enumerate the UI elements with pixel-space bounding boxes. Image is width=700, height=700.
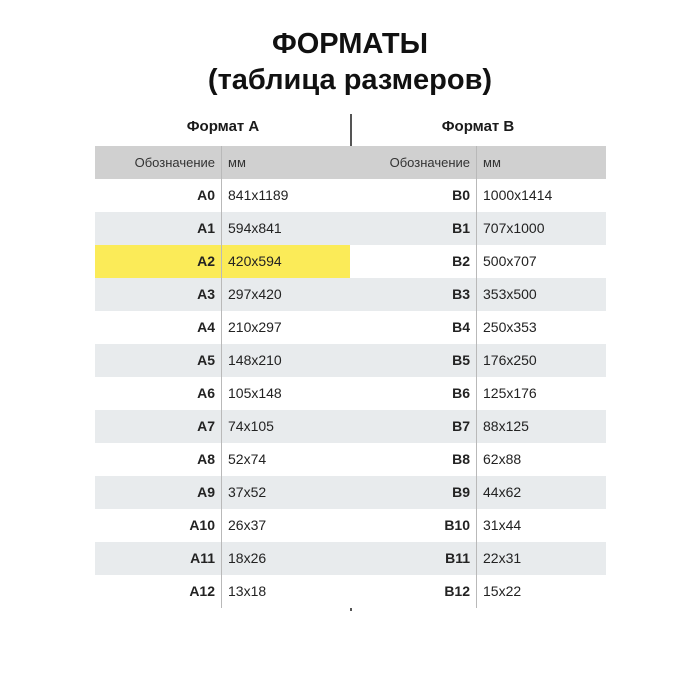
format-name: A7 (95, 410, 222, 443)
table-row (350, 278, 606, 311)
format-name: B10 (350, 509, 477, 542)
format-a-table (95, 112, 351, 608)
format-size: 62x88 (483, 451, 522, 467)
table-row (95, 410, 351, 443)
format-size: 250x353 (483, 319, 537, 335)
table-row (95, 344, 351, 377)
format-name: B2 (350, 245, 477, 278)
table-row (350, 311, 606, 344)
table-header-row (350, 146, 606, 179)
format-name: B11 (350, 542, 477, 575)
format-name: A4 (95, 311, 222, 344)
format-size: 176x250 (483, 352, 537, 368)
table-row (95, 575, 351, 608)
format-a-title: Формат А (186, 118, 260, 135)
format-size: 44x62 (483, 484, 522, 500)
table-row (95, 377, 351, 410)
format-size: 18x26 (228, 550, 267, 566)
format-size: 353x500 (483, 286, 537, 302)
format-name: B12 (350, 575, 477, 608)
table-row (350, 377, 606, 410)
page-title (0, 26, 700, 98)
format-size: 105x148 (228, 385, 282, 401)
format-name: A2 (95, 245, 222, 278)
title-line-1: ФОРМАТЫ (271, 28, 429, 60)
format-size: 125x176 (483, 385, 537, 401)
format-size: 1000x1414 (483, 187, 553, 203)
table-row (95, 212, 351, 245)
format-size: 148x210 (228, 352, 282, 368)
table-row (350, 212, 606, 245)
table-row (95, 179, 351, 212)
format-name: A9 (95, 476, 222, 509)
format-size: 52x74 (228, 451, 267, 467)
format-size: 88x125 (483, 418, 529, 434)
table-row (95, 509, 351, 542)
table-row (95, 278, 351, 311)
format-name: A0 (95, 179, 222, 212)
table-row (350, 344, 606, 377)
format-size: 31x44 (483, 517, 522, 533)
format-size: 13x18 (228, 583, 267, 599)
format-name: A8 (95, 443, 222, 476)
format-size: 297x420 (228, 286, 282, 302)
format-name: A5 (95, 344, 222, 377)
header-mm: мм (483, 155, 501, 170)
format-name: B6 (350, 377, 477, 410)
format-size: 594x841 (228, 220, 282, 236)
table-row (350, 575, 606, 608)
format-name: B7 (350, 410, 477, 443)
format-size: 420x594 (228, 253, 282, 269)
format-size: 15x22 (483, 583, 522, 599)
table-row (95, 311, 351, 344)
format-size: 26x37 (228, 517, 267, 533)
table-row (350, 476, 606, 509)
format-name: B5 (350, 344, 477, 377)
table-row (350, 179, 606, 212)
format-name: B3 (350, 278, 477, 311)
table-row (350, 542, 606, 575)
format-name: A1 (95, 212, 222, 245)
table-row (95, 476, 351, 509)
format-name: B9 (350, 476, 477, 509)
format-name: B8 (350, 443, 477, 476)
table-row (95, 542, 351, 575)
header-mm: мм (228, 155, 246, 170)
format-name: B0 (350, 179, 477, 212)
table-header-row (95, 146, 351, 179)
table-row (350, 410, 606, 443)
format-name: A10 (95, 509, 222, 542)
format-size: 210x297 (228, 319, 282, 335)
format-name: B1 (350, 212, 477, 245)
format-size: 841x1189 (228, 187, 289, 203)
format-name: A11 (95, 542, 222, 575)
format-name: A12 (95, 575, 222, 608)
format-b-table (350, 112, 606, 608)
format-size: 707x1000 (483, 220, 545, 236)
table-row (95, 443, 351, 476)
header-designation: Обозначение (350, 146, 477, 179)
format-size: 22x31 (483, 550, 522, 566)
table-row (350, 509, 606, 542)
format-size: 74x105 (228, 418, 274, 434)
format-name: A6 (95, 377, 222, 410)
table-row (350, 443, 606, 476)
table-row (350, 245, 606, 278)
format-name: B4 (350, 311, 477, 344)
table-row-highlighted (95, 245, 351, 278)
format-size: 37x52 (228, 484, 267, 500)
format-size: 500x707 (483, 253, 537, 269)
format-b-title: Формат В (441, 118, 515, 135)
title-line-2: (таблица размеров) (207, 64, 493, 96)
format-name: A3 (95, 278, 222, 311)
header-designation: Обозначение (95, 146, 222, 179)
